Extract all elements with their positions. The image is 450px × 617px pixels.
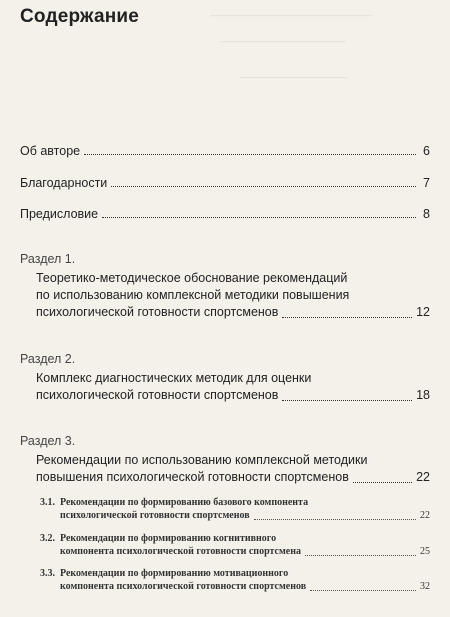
- dot-leader: [254, 519, 416, 520]
- section-title-line: психологической готовности спортсменов: [36, 388, 279, 402]
- toc-entry-preface[interactable]: [20, 207, 430, 221]
- toc-page-number: 22: [416, 470, 430, 484]
- bleed-through-text: ——————————————: [220, 36, 346, 46]
- subsection-title-line: Рекомендации по формированию когнитивного: [60, 533, 277, 544]
- toc-page-number: 25: [420, 546, 430, 557]
- dot-leader: [282, 317, 412, 318]
- section-label: Раздел 2.: [20, 352, 76, 366]
- subsection-title-line: компонента психологической готовности спортсмена: [60, 546, 301, 557]
- section-label: Раздел 3.: [20, 434, 76, 448]
- section-title-line: Теоретико-методическое обоснование рекомендаций: [36, 271, 348, 285]
- toc-section-2[interactable]: [20, 352, 430, 404]
- toc-page-number: 32: [420, 581, 430, 592]
- toc-subsection-3-1[interactable]: [40, 496, 430, 522]
- section-title-line: Рекомендации по использованию комплексной методики: [36, 453, 368, 467]
- toc-entry-acknowledgements[interactable]: [20, 176, 430, 190]
- toc-page-number: 22: [420, 510, 430, 521]
- toc-page-number: 12: [416, 305, 430, 319]
- toc-subsection-3-3[interactable]: [40, 567, 430, 593]
- toc-page-number: 7: [423, 176, 430, 190]
- section-label: Раздел 1.: [20, 252, 76, 266]
- subsection-number: 3.2.: [40, 533, 55, 544]
- subsection-title-line: психологической готовности спортсменов: [60, 510, 250, 521]
- subsection-title-line: Рекомендации по формированию базового компонента: [60, 497, 309, 508]
- dot-leader: [282, 400, 412, 401]
- toc-entry-text: Благодарности: [20, 176, 108, 190]
- dot-leader: [84, 154, 416, 155]
- section-title-line: по использованию комплексной методики повышения: [36, 288, 350, 302]
- dot-leader: [353, 482, 412, 483]
- dot-leader: [310, 590, 416, 591]
- toc-entry-about-author[interactable]: [20, 144, 430, 158]
- toc-section-3[interactable]: [20, 434, 430, 486]
- bleed-through-text: ————————————: [240, 72, 348, 82]
- subsection-title-line: Рекомендации по формированию мотивационного: [60, 568, 289, 579]
- section-title-line: повышения психологической готовности спортсменов: [36, 470, 349, 484]
- toc-page-number: 18: [416, 388, 430, 402]
- dot-leader: [102, 217, 416, 218]
- section-title-line: Комплекс диагностических методик для оценки: [36, 371, 312, 385]
- toc-section-1[interactable]: [20, 252, 430, 321]
- bleed-through-text: ——————————————————: [210, 10, 372, 20]
- subsection-number: 3.3.: [40, 568, 55, 579]
- dot-leader: [305, 555, 416, 556]
- toc-entry-text: Об авторе: [20, 144, 81, 158]
- toc-entry-text: Предисловие: [20, 207, 99, 221]
- subsection-number: 3.1.: [40, 497, 55, 508]
- toc-page-number: 6: [423, 144, 430, 158]
- toc-page-number: 8: [423, 207, 430, 221]
- toc-subsection-3-2[interactable]: [40, 532, 430, 558]
- subsection-title-line: компонента психологической готовности спортсменов: [60, 581, 307, 592]
- page-title: Содержание: [20, 6, 140, 27]
- dot-leader: [111, 186, 416, 187]
- section-title-line: психологической готовности спортсменов: [36, 305, 279, 319]
